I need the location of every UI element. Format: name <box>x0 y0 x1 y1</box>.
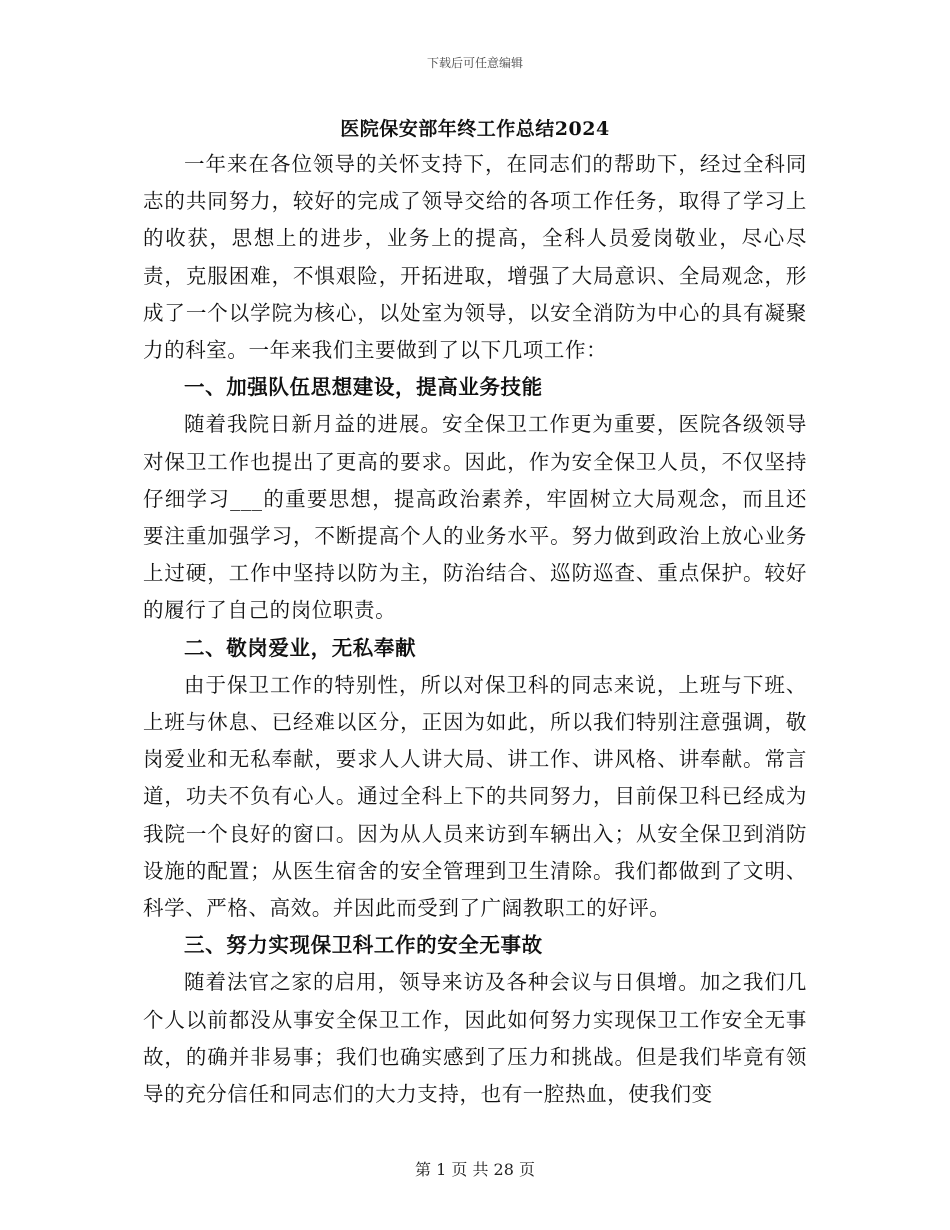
document-body <box>143 146 807 1113</box>
section-2-paragraph: 由于保卫工作的特别性，所以对保卫科的同志来说，上班与下班、上班与休息、已经难以区分，正因为如此，所以我们特别注意强调，敬岗爱业和无私奉献，要求人人讲大局、讲工作、讲风格、讲奉献。常言道，功夫不负有心人。通过全科上下的共同努力，目前保卫科已经成为我院一个良好的窗口。因为从人员来访到车辆出入；从安全保卫到消防设施的配置；从医生宿舍的安全管理到卫生清除。我们都做到了文明、科学、严格、高效。并因此而受到了广阔教职工的好评。 <box>143 672 807 921</box>
page-number-footer: 第 1 页 共 28 页 <box>415 1160 535 1179</box>
section-1-paragraph: 随着我院日新月益的进展。安全保卫工作更为重要，医院各级领导对保卫工作也提出了更高的要求。因此，作为安全保卫人员，不仅坚持仔细学习___的重要思想，提高政治素养，牢固树立大局观念，而且还要注重加强学习，不断提高个人的业务水平。努力做到政治上放心业务上过硬，工作中坚持以防为主，防治结合、巡防巡查、重点保护。较好的履行了自己的岗位职责。 <box>143 412 807 623</box>
section-heading-2: 二、敬岗爱业，无私奉献 <box>184 635 417 660</box>
section-heading-3: 三、努力实现保卫科工作的安全无事故 <box>184 933 543 958</box>
document-title: 医院保安部年终工作总结2024 <box>340 118 610 140</box>
page-header-note: 下载后可任意编辑 <box>426 56 523 70</box>
section-heading-1: 一、加强队伍思想建设，提高业务技能 <box>184 375 543 400</box>
section-3-paragraph: 随着法官之家的启用，领导来访及各种会议与日俱增。加之我们几个人以前都没从事安全保卫工作，因此如何努力实现保卫工作安全无事故，的确并非易事；我们也确实感到了压力和挑战。但是我们毕竟有领导的充分信任和同志们的大力支持，也有一腔热血，使我们变 <box>143 970 807 1107</box>
intro-paragraph: 一年来在各位领导的关怀支持下，在同志们的帮助下，经过全科同志的共同努力，较好的完成了领导交给的各项工作任务，取得了学习上的收获，思想上的进步，业务上的提高，全科人员爱岗敬业，尽心尽责，克服困难，不惧艰险，开拓进取，增强了大局意识、全局观念，形成了一个以学院为核心，以处室为领导，以安全消防为中心的具有凝聚力的科室。一年来我们主要做到了以下几项工作： <box>143 152 807 363</box>
